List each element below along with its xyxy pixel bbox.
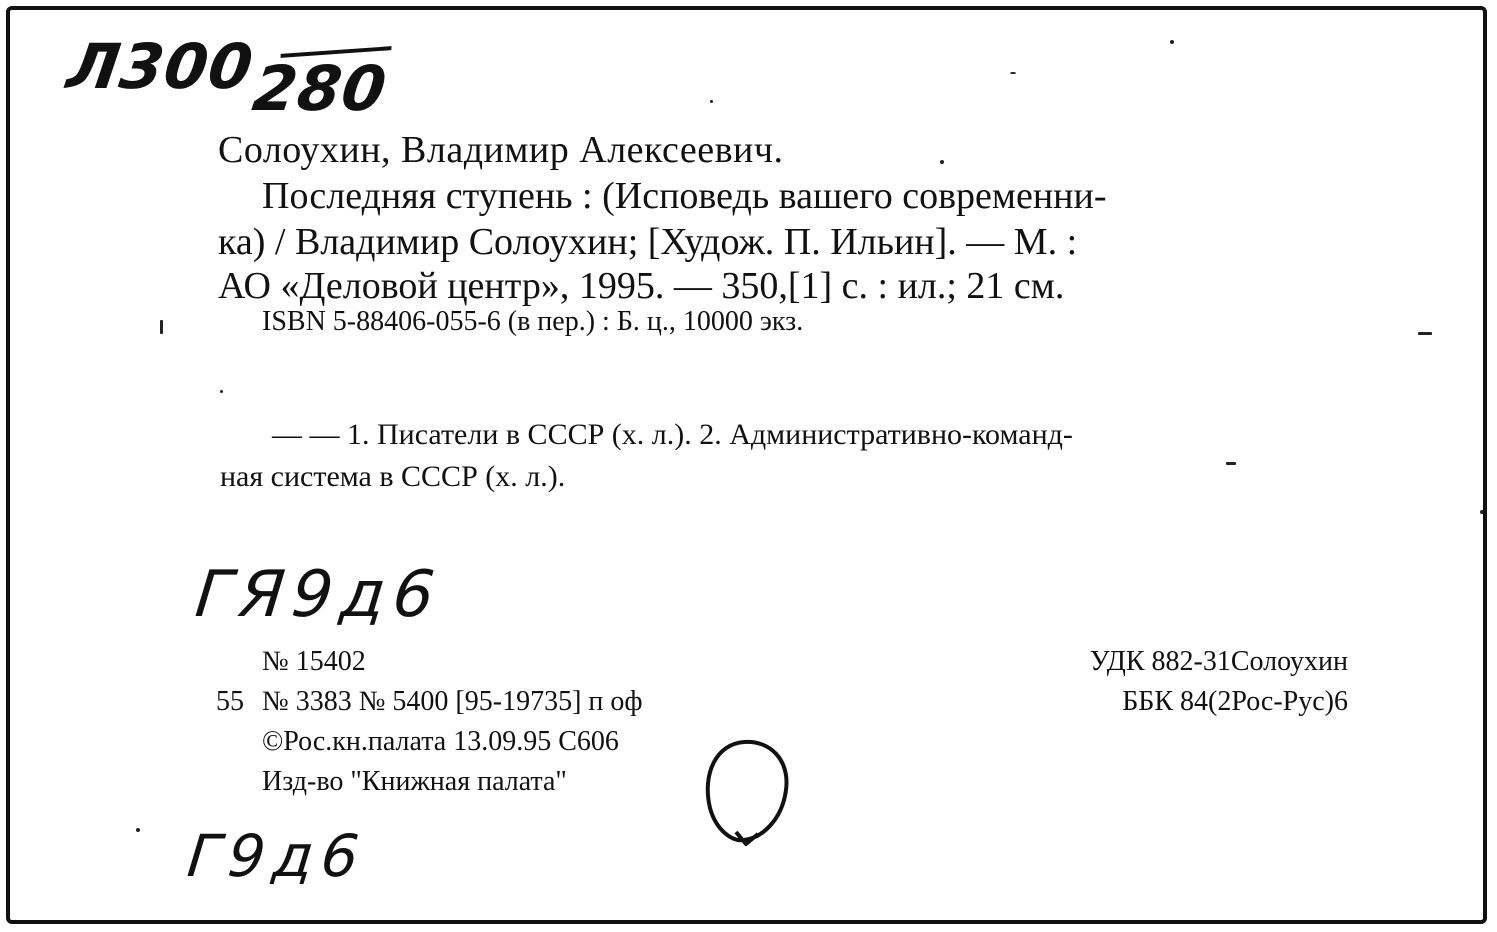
title-line-2: ка) / Владимир Солоухин; [Худож. П. Ильин]. — М. : bbox=[218, 221, 1078, 263]
bbk-classification: ББК 84(2Рос-Рус)6 bbox=[1122, 686, 1348, 717]
scan-speck bbox=[710, 100, 713, 103]
hand-drawn-circle-mark bbox=[696, 734, 792, 846]
shelf-mark-sub: 280 bbox=[248, 52, 392, 125]
scan-speck bbox=[1170, 40, 1174, 44]
handwritten-code-upper: ГЯ9д6 bbox=[192, 558, 446, 632]
scan-speck bbox=[160, 320, 163, 334]
title-line-3: АО «Деловой центр», 1995. — 350,[1] с. : ил.; 21 см. bbox=[218, 265, 1065, 307]
imprint-publisher-line: Изд-во "Книжная палата" bbox=[262, 766, 567, 797]
handwritten-shelf-mark bbox=[62, 30, 395, 125]
imprint-order-line: № 3383 № 5400 [95-19735] п оф bbox=[262, 686, 643, 717]
scan-speck bbox=[136, 828, 140, 832]
imprint-prefix: 55 bbox=[216, 686, 244, 717]
subjects-line-1: — — 1. Писатели в СССР (х. л.). 2. Административно-команд- bbox=[272, 418, 1073, 451]
scan-speck bbox=[1010, 72, 1016, 74]
catalog-card bbox=[6, 6, 1487, 924]
subjects-line-2: ная система в СССР (х. л.). bbox=[220, 460, 566, 493]
udk-classification: УДК 882-31Солоухин bbox=[1089, 646, 1348, 677]
shelf-mark-main: Л300 bbox=[62, 30, 259, 103]
imprint-copyright-line: ©Рос.кн.палата 13.09.95 С606 bbox=[262, 726, 619, 757]
scan-speck bbox=[1480, 510, 1484, 514]
scan-speck bbox=[220, 390, 223, 393]
scan-speck bbox=[1226, 462, 1236, 465]
scan-speck bbox=[1418, 332, 1432, 335]
author-heading: Солоухин, Владимир Алексеевич. bbox=[218, 129, 784, 171]
isbn-line: ISBN 5-88406-055-6 (в пер.) : Б. ц., 10000 экз. bbox=[262, 306, 804, 337]
title-line-1: Последняя ступень : (Исповедь вашего современни- bbox=[262, 175, 1107, 217]
handwritten-code-lower: Г9д6 bbox=[184, 822, 370, 890]
scan-speck bbox=[940, 160, 944, 164]
imprint-number: № 15402 bbox=[262, 646, 366, 677]
